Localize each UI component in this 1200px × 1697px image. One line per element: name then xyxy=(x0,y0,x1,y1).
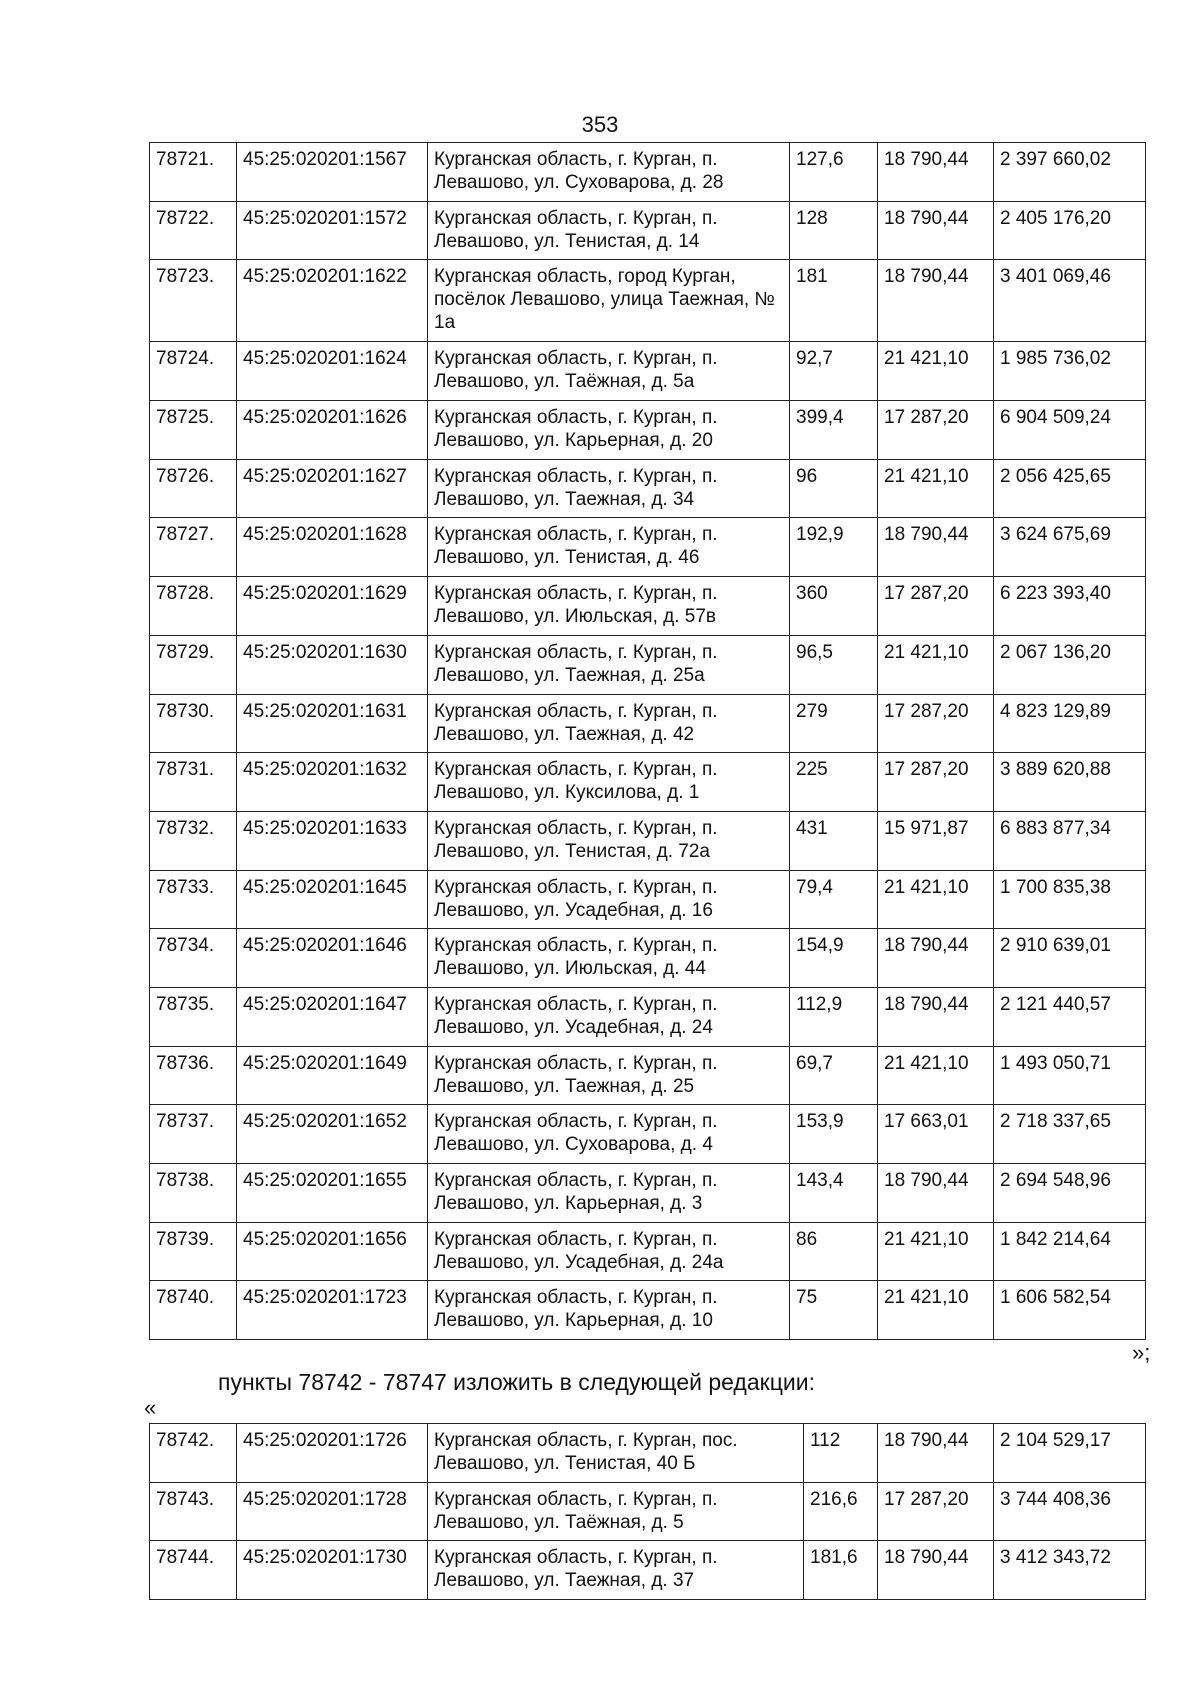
table-row xyxy=(150,753,1146,812)
area: 143,4 xyxy=(790,1164,878,1223)
address: Курганская область, г. Курган, п. Левашово, ул. Июльская, д. 57в xyxy=(428,577,790,636)
row-number: 78738. xyxy=(150,1164,237,1223)
area: 279 xyxy=(790,694,878,753)
opening-quote: « xyxy=(144,1395,157,1420)
row-number: 78730. xyxy=(150,694,237,753)
unit-price: 18 790,44 xyxy=(878,1164,994,1223)
address: Курганская область, г. Курган, п. Левашово, ул. Таежная, д. 37 xyxy=(428,1541,804,1600)
unit-price: 18 790,44 xyxy=(878,260,994,342)
cadastral-number: 45:25:020201:1631 xyxy=(237,694,428,753)
unit-price: 21 421,10 xyxy=(878,1046,994,1105)
address: Курганская область, г. Курган, п. Левашово, ул. Усадебная, д. 24 xyxy=(428,987,790,1046)
row-number: 78723. xyxy=(150,260,237,342)
table-row xyxy=(150,1164,1146,1223)
address: Курганская область, г. Курган, п. Левашово, ул. Таежная, д. 42 xyxy=(428,694,790,753)
cadastral-value: 6 883 877,34 xyxy=(994,811,1146,870)
cadastral-number: 45:25:020201:1567 xyxy=(237,143,428,202)
table-row xyxy=(150,518,1146,577)
cadastral-number: 45:25:020201:1624 xyxy=(237,342,428,401)
cadastral-number: 45:25:020201:1633 xyxy=(237,811,428,870)
address: Курганская область, г. Курган, п. Левашово, ул. Усадебная, д. 24а xyxy=(428,1222,790,1281)
cadastral-value: 6 223 393,40 xyxy=(994,577,1146,636)
row-number: 78733. xyxy=(150,870,237,929)
area: 153,9 xyxy=(790,1105,878,1164)
area: 128 xyxy=(790,201,878,260)
area: 181,6 xyxy=(804,1541,878,1600)
table-row xyxy=(150,1541,1146,1600)
row-number: 78726. xyxy=(150,459,237,518)
cadastral-number: 45:25:020201:1649 xyxy=(237,1046,428,1105)
cadastral-value: 2 104 529,17 xyxy=(994,1424,1146,1483)
address: Курганская область, г. Курган, п. Левашово, ул. Таежная, д. 25 xyxy=(428,1046,790,1105)
area: 399,4 xyxy=(790,401,878,460)
area: 69,7 xyxy=(790,1046,878,1105)
address: Курганская область, г. Курган, п. Левашово, ул. Тенистая, д. 14 xyxy=(428,201,790,260)
address: Курганская область, г. Курган, п. Левашово, ул. Карьерная, д. 20 xyxy=(428,401,790,460)
cadastral-value: 1 700 835,38 xyxy=(994,870,1146,929)
cadastral-number: 45:25:020201:1632 xyxy=(237,753,428,812)
table-row xyxy=(150,1424,1146,1483)
cadastral-value: 2 694 548,96 xyxy=(994,1164,1146,1223)
cadastral-value: 2 718 337,65 xyxy=(994,1105,1146,1164)
unit-price: 18 790,44 xyxy=(878,1541,994,1600)
unit-price: 18 790,44 xyxy=(878,987,994,1046)
unit-price: 18 790,44 xyxy=(878,518,994,577)
row-number: 78727. xyxy=(150,518,237,577)
cadastral-value: 3 744 408,36 xyxy=(994,1482,1146,1541)
unit-price: 21 421,10 xyxy=(878,1222,994,1281)
row-number: 78722. xyxy=(150,201,237,260)
cadastral-value: 1 606 582,54 xyxy=(994,1281,1146,1340)
cadastral-number: 45:25:020201:1645 xyxy=(237,870,428,929)
table-row xyxy=(150,870,1146,929)
cadastral-value: 2 067 136,20 xyxy=(994,635,1146,694)
area: 192,9 xyxy=(790,518,878,577)
area: 112 xyxy=(804,1424,878,1483)
cadastral-value: 2 397 660,02 xyxy=(994,143,1146,202)
cadastral-value: 1 493 050,71 xyxy=(994,1046,1146,1105)
area: 96 xyxy=(790,459,878,518)
row-number: 78721. xyxy=(150,143,237,202)
address: Курганская область, г. Курган, п. Левашово, ул. Тенистая, д. 46 xyxy=(428,518,790,577)
cadastral-value: 2 121 440,57 xyxy=(994,987,1146,1046)
address: Курганская область, г. Курган, пос. Левашово, ул. Тенистая, 40 Б xyxy=(428,1424,804,1483)
address: Курганская область, г. Курган, п. Левашово, ул. Карьерная, д. 10 xyxy=(428,1281,790,1340)
cadastral-number: 45:25:020201:1572 xyxy=(237,201,428,260)
table-row xyxy=(150,929,1146,988)
address: Курганская область, г. Курган, п. Левашово, ул. Суховарова, д. 4 xyxy=(428,1105,790,1164)
row-number: 78740. xyxy=(150,1281,237,1340)
address: Курганская область, г. Курган, п. Левашово, ул. Таёжная, д. 5 xyxy=(428,1482,804,1541)
area: 127,6 xyxy=(790,143,878,202)
cadastral-value: 1 842 214,64 xyxy=(994,1222,1146,1281)
row-number: 78734. xyxy=(150,929,237,988)
area: 181 xyxy=(790,260,878,342)
table-row xyxy=(150,143,1146,202)
cadastral-number: 45:25:020201:1630 xyxy=(237,635,428,694)
area: 86 xyxy=(790,1222,878,1281)
cadastral-number: 45:25:020201:1626 xyxy=(237,401,428,460)
cadastral-number: 45:25:020201:1646 xyxy=(237,929,428,988)
row-number: 78742. xyxy=(150,1424,237,1483)
table-row xyxy=(150,1482,1146,1541)
area: 112,9 xyxy=(790,987,878,1046)
cadastral-number: 45:25:020201:1628 xyxy=(237,518,428,577)
row-number: 78732. xyxy=(150,811,237,870)
area: 216,6 xyxy=(804,1482,878,1541)
area: 225 xyxy=(790,753,878,812)
unit-price: 18 790,44 xyxy=(878,143,994,202)
unit-price: 18 790,44 xyxy=(878,1424,994,1483)
area: 431 xyxy=(790,811,878,870)
row-number: 78725. xyxy=(150,401,237,460)
unit-price: 21 421,10 xyxy=(878,1281,994,1340)
cadastral-number: 45:25:020201:1656 xyxy=(237,1222,428,1281)
area: 75 xyxy=(790,1281,878,1340)
property-table xyxy=(149,142,1146,1340)
table-row xyxy=(150,694,1146,753)
cadastral-value: 6 904 509,24 xyxy=(994,401,1146,460)
address: Курганская область, г. Курган, п. Левашово, ул. Таёжная, д. 5а xyxy=(428,342,790,401)
unit-price: 18 790,44 xyxy=(878,201,994,260)
table-row xyxy=(150,459,1146,518)
cadastral-value: 3 624 675,69 xyxy=(994,518,1146,577)
unit-price: 21 421,10 xyxy=(878,459,994,518)
cadastral-value: 3 401 069,46 xyxy=(994,260,1146,342)
cadastral-number: 45:25:020201:1726 xyxy=(237,1424,428,1483)
unit-price: 15 971,87 xyxy=(878,811,994,870)
table-row xyxy=(150,342,1146,401)
address: Курганская область, г. Курган, п. Левашово, ул. Усадебная, д. 16 xyxy=(428,870,790,929)
unit-price: 21 421,10 xyxy=(878,635,994,694)
cadastral-number: 45:25:020201:1627 xyxy=(237,459,428,518)
area: 79,4 xyxy=(790,870,878,929)
amended-items-table xyxy=(149,1423,1146,1600)
row-number: 78737. xyxy=(150,1105,237,1164)
cadastral-number: 45:25:020201:1723 xyxy=(237,1281,428,1340)
table-row xyxy=(150,201,1146,260)
unit-price: 18 790,44 xyxy=(878,929,994,988)
cadastral-value: 2 405 176,20 xyxy=(994,201,1146,260)
table-row xyxy=(150,1281,1146,1340)
row-number: 78729. xyxy=(150,635,237,694)
address: Курганская область, г. Курган, п. Левашово, ул. Тенистая, д. 72а xyxy=(428,811,790,870)
cadastral-value: 1 985 736,02 xyxy=(994,342,1146,401)
table-row xyxy=(150,260,1146,342)
address: Курганская область, г. Курган, п. Левашово, ул. Июльская, д. 44 xyxy=(428,929,790,988)
row-number: 78744. xyxy=(150,1541,237,1600)
cadastral-value: 4 823 129,89 xyxy=(994,694,1146,753)
unit-price: 21 421,10 xyxy=(878,870,994,929)
unit-price: 17 287,20 xyxy=(878,401,994,460)
cadastral-number: 45:25:020201:1730 xyxy=(237,1541,428,1600)
table-row xyxy=(150,987,1146,1046)
cadastral-value: 2 910 639,01 xyxy=(994,929,1146,988)
row-number: 78731. xyxy=(150,753,237,812)
area: 360 xyxy=(790,577,878,636)
address: Курганская область, г. Курган, п. Левашово, ул. Карьерная, д. 3 xyxy=(428,1164,790,1223)
area: 92,7 xyxy=(790,342,878,401)
row-number: 78724. xyxy=(150,342,237,401)
unit-price: 21 421,10 xyxy=(878,342,994,401)
amendment-instruction: пункты 78742 - 78747 изложить в следующей редакции: xyxy=(218,1369,815,1395)
cadastral-value: 3 889 620,88 xyxy=(994,753,1146,812)
area: 96,5 xyxy=(790,635,878,694)
table-row xyxy=(150,635,1146,694)
table-row xyxy=(150,1046,1146,1105)
row-number: 78736. xyxy=(150,1046,237,1105)
cadastral-value: 2 056 425,65 xyxy=(994,459,1146,518)
unit-price: 17 663,01 xyxy=(878,1105,994,1164)
page-number: 353 xyxy=(581,112,619,137)
table-row xyxy=(150,577,1146,636)
address: Курганская область, г. Курган, п. Левашово, ул. Таежная, д. 34 xyxy=(428,459,790,518)
table-row xyxy=(150,811,1146,870)
table-row xyxy=(150,401,1146,460)
cadastral-value: 3 412 343,72 xyxy=(994,1541,1146,1600)
closing-quote: »; xyxy=(1132,1340,1151,1365)
cadastral-number: 45:25:020201:1622 xyxy=(237,260,428,342)
table-row xyxy=(150,1222,1146,1281)
unit-price: 17 287,20 xyxy=(878,694,994,753)
cadastral-number: 45:25:020201:1647 xyxy=(237,987,428,1046)
row-number: 78735. xyxy=(150,987,237,1046)
address: Курганская область, г. Курган, п. Левашово, ул. Куксилова, д. 1 xyxy=(428,753,790,812)
cadastral-number: 45:25:020201:1728 xyxy=(237,1482,428,1541)
row-number: 78728. xyxy=(150,577,237,636)
cadastral-number: 45:25:020201:1652 xyxy=(237,1105,428,1164)
row-number: 78743. xyxy=(150,1482,237,1541)
unit-price: 17 287,20 xyxy=(878,577,994,636)
area: 154,9 xyxy=(790,929,878,988)
cadastral-number: 45:25:020201:1629 xyxy=(237,577,428,636)
row-number: 78739. xyxy=(150,1222,237,1281)
address: Курганская область, г. Курган, п. Левашово, ул. Суховарова, д. 28 xyxy=(428,143,790,202)
address: Курганская область, город Курган, посёлок Левашово, улица Таежная, № 1а xyxy=(428,260,790,342)
unit-price: 17 287,20 xyxy=(878,1482,994,1541)
cadastral-number: 45:25:020201:1655 xyxy=(237,1164,428,1223)
unit-price: 17 287,20 xyxy=(878,753,994,812)
address: Курганская область, г. Курган, п. Левашово, ул. Таежная, д. 25а xyxy=(428,635,790,694)
table-row xyxy=(150,1105,1146,1164)
